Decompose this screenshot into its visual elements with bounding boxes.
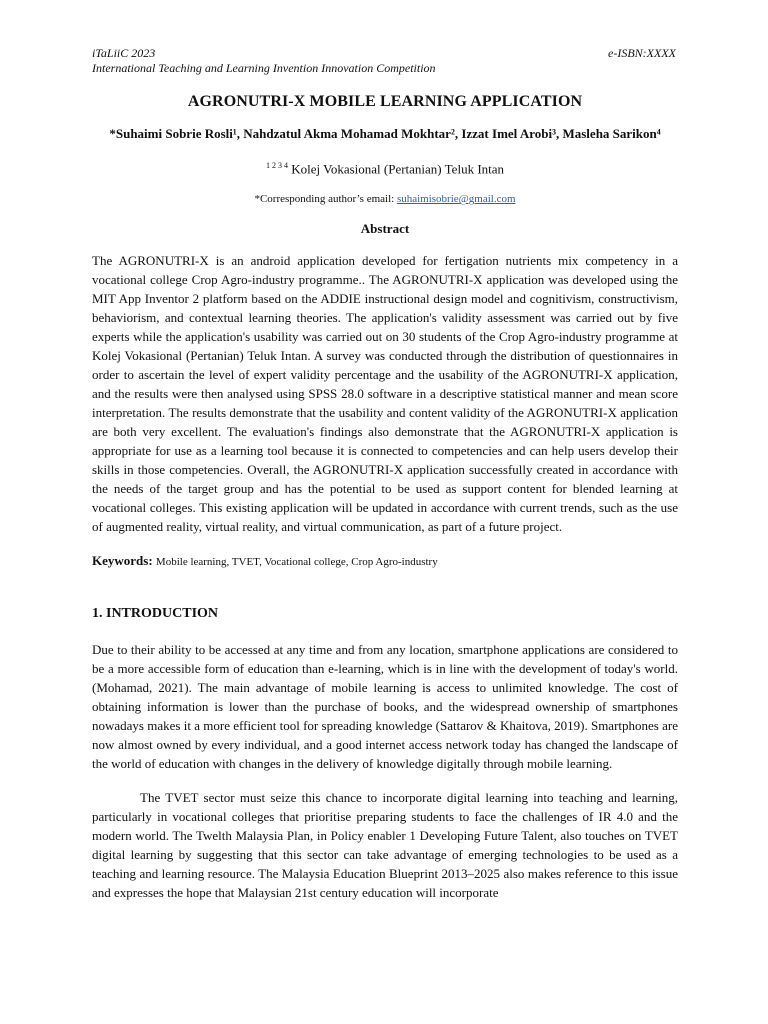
affiliation-text: Kolej Vokasional (Pertanian) Teluk Intan [291, 161, 505, 177]
abstract-text: The AGRONUTRI-X is an android application developed for fertigation nutrients mix competency in a vocational college Crop Agro-industry programme.. The AGRONUTRI-X application was developed using the MIT App Inventor 2 platform based on the ADDIE instructional design model and cognitivism, constructivism, behaviorism, and contextual learning theories. The application's validity assessment was carried out by five experts while the application's usability was carried out on 30 students of the Crop Agro-industry programme at Kolej Vokasional (Pertanian) Teluk Intan. A survey was conducted through the distribution of questionnaires in order to ascertain the level of expert validity percentage and the usability of the AGRONUTRI-X application, and the results were then analysed using SPSS 28.0 software in a descriptive statistical manner and mean score interpretation. The results demonstrate that the usability and content validity of the AGRONUTRI-X application are both very excellent. The evaluation's findings also demonstrate that the AGRONUTRI-X application is appropriate for use as a learning tool because it is connected to competencies and can help users develop their skills in those competencies. Overall, the AGRONUTRI-X application successfully created in accordance with the needs of the target group and has the potential to be used as support content for blended learning at vocational colleges. This existing application will be updated in accordance with current trends, such as the use of augmented reality, virtual reality, and virtual communication, as part of a future project. [92, 253, 678, 535]
paper-title: AGRONUTRI-X MOBILE LEARNING APPLICATION [187, 93, 583, 110]
running-header-left [92, 46, 436, 76]
corresponding-label: *Corresponding author’s email: [254, 193, 397, 206]
conference-name: iTaLiiC 2023 [92, 46, 156, 60]
isbn-label: e-ISBN:XXXX [608, 46, 676, 60]
email-link[interactable]: suhaimisobrie@gmail.com [396, 193, 516, 206]
keywords-label: Keywords: [92, 553, 153, 569]
introduction-paragraph-2: The TVET sector must seize this chance to incorporate digital learning into teaching and learning, particularly in vocational colleges that prioritise preparing students to face the challenges of IR 4.0 and the modern world. The Twelth Malaysia Plan, in Policy enabler 1 Developing Future Talent, also touches on TVET digital learning by suggesting that this sector can take advantage of emerging technologies to be used as a teaching and learning resource. The Malaysia Education Blueprint 2013–2025 also makes reference to this issue and expresses the hope that Malaysian 21st century education will incorporate [92, 790, 678, 901]
affiliation-superscript: 1 2 3 4 [265, 161, 288, 170]
introduction-paragraph-1: Due to their ability to be accessed at any time and from any location, smartphone applications are considered to be a more accessible form of education than e-learning, which is in line with the development of today's world. (Mohamad, 2021). The main advantage of mobile learning is access to unlimited knowledge. The cost of obtaining information is lower than the purchase of books, and the widespread ownership of smartphones nowadays makes it a more efficient tool for spreading knowledge (Sattarov & Khaitova, 2019). Smartphones are now almost owned by every individual, and a good internet access network today has changed the landscape of the world of education with changes in the delivery of knowledge digitally through mobile learning. [92, 642, 678, 772]
corresponding-author [92, 192, 678, 206]
keywords-text: Mobile learning, TVET, Vocational college, Crop Agro-industry [155, 556, 438, 569]
author-list: *Suhaimi Sobrie Rosli¹, Nahdzatul Akma Mohamad Mokhtar², Izzat Imel Arobi³, Masleha Sarikon⁴ [109, 126, 661, 141]
paper-content [92, 92, 678, 902]
competition-name: International Teaching and Learning Invention Innovation Competition [92, 61, 436, 75]
keywords [92, 552, 678, 571]
introduction-heading: 1. INTRODUCTION [92, 606, 219, 622]
abstract-heading: Abstract [360, 221, 410, 237]
affiliation [92, 157, 678, 177]
